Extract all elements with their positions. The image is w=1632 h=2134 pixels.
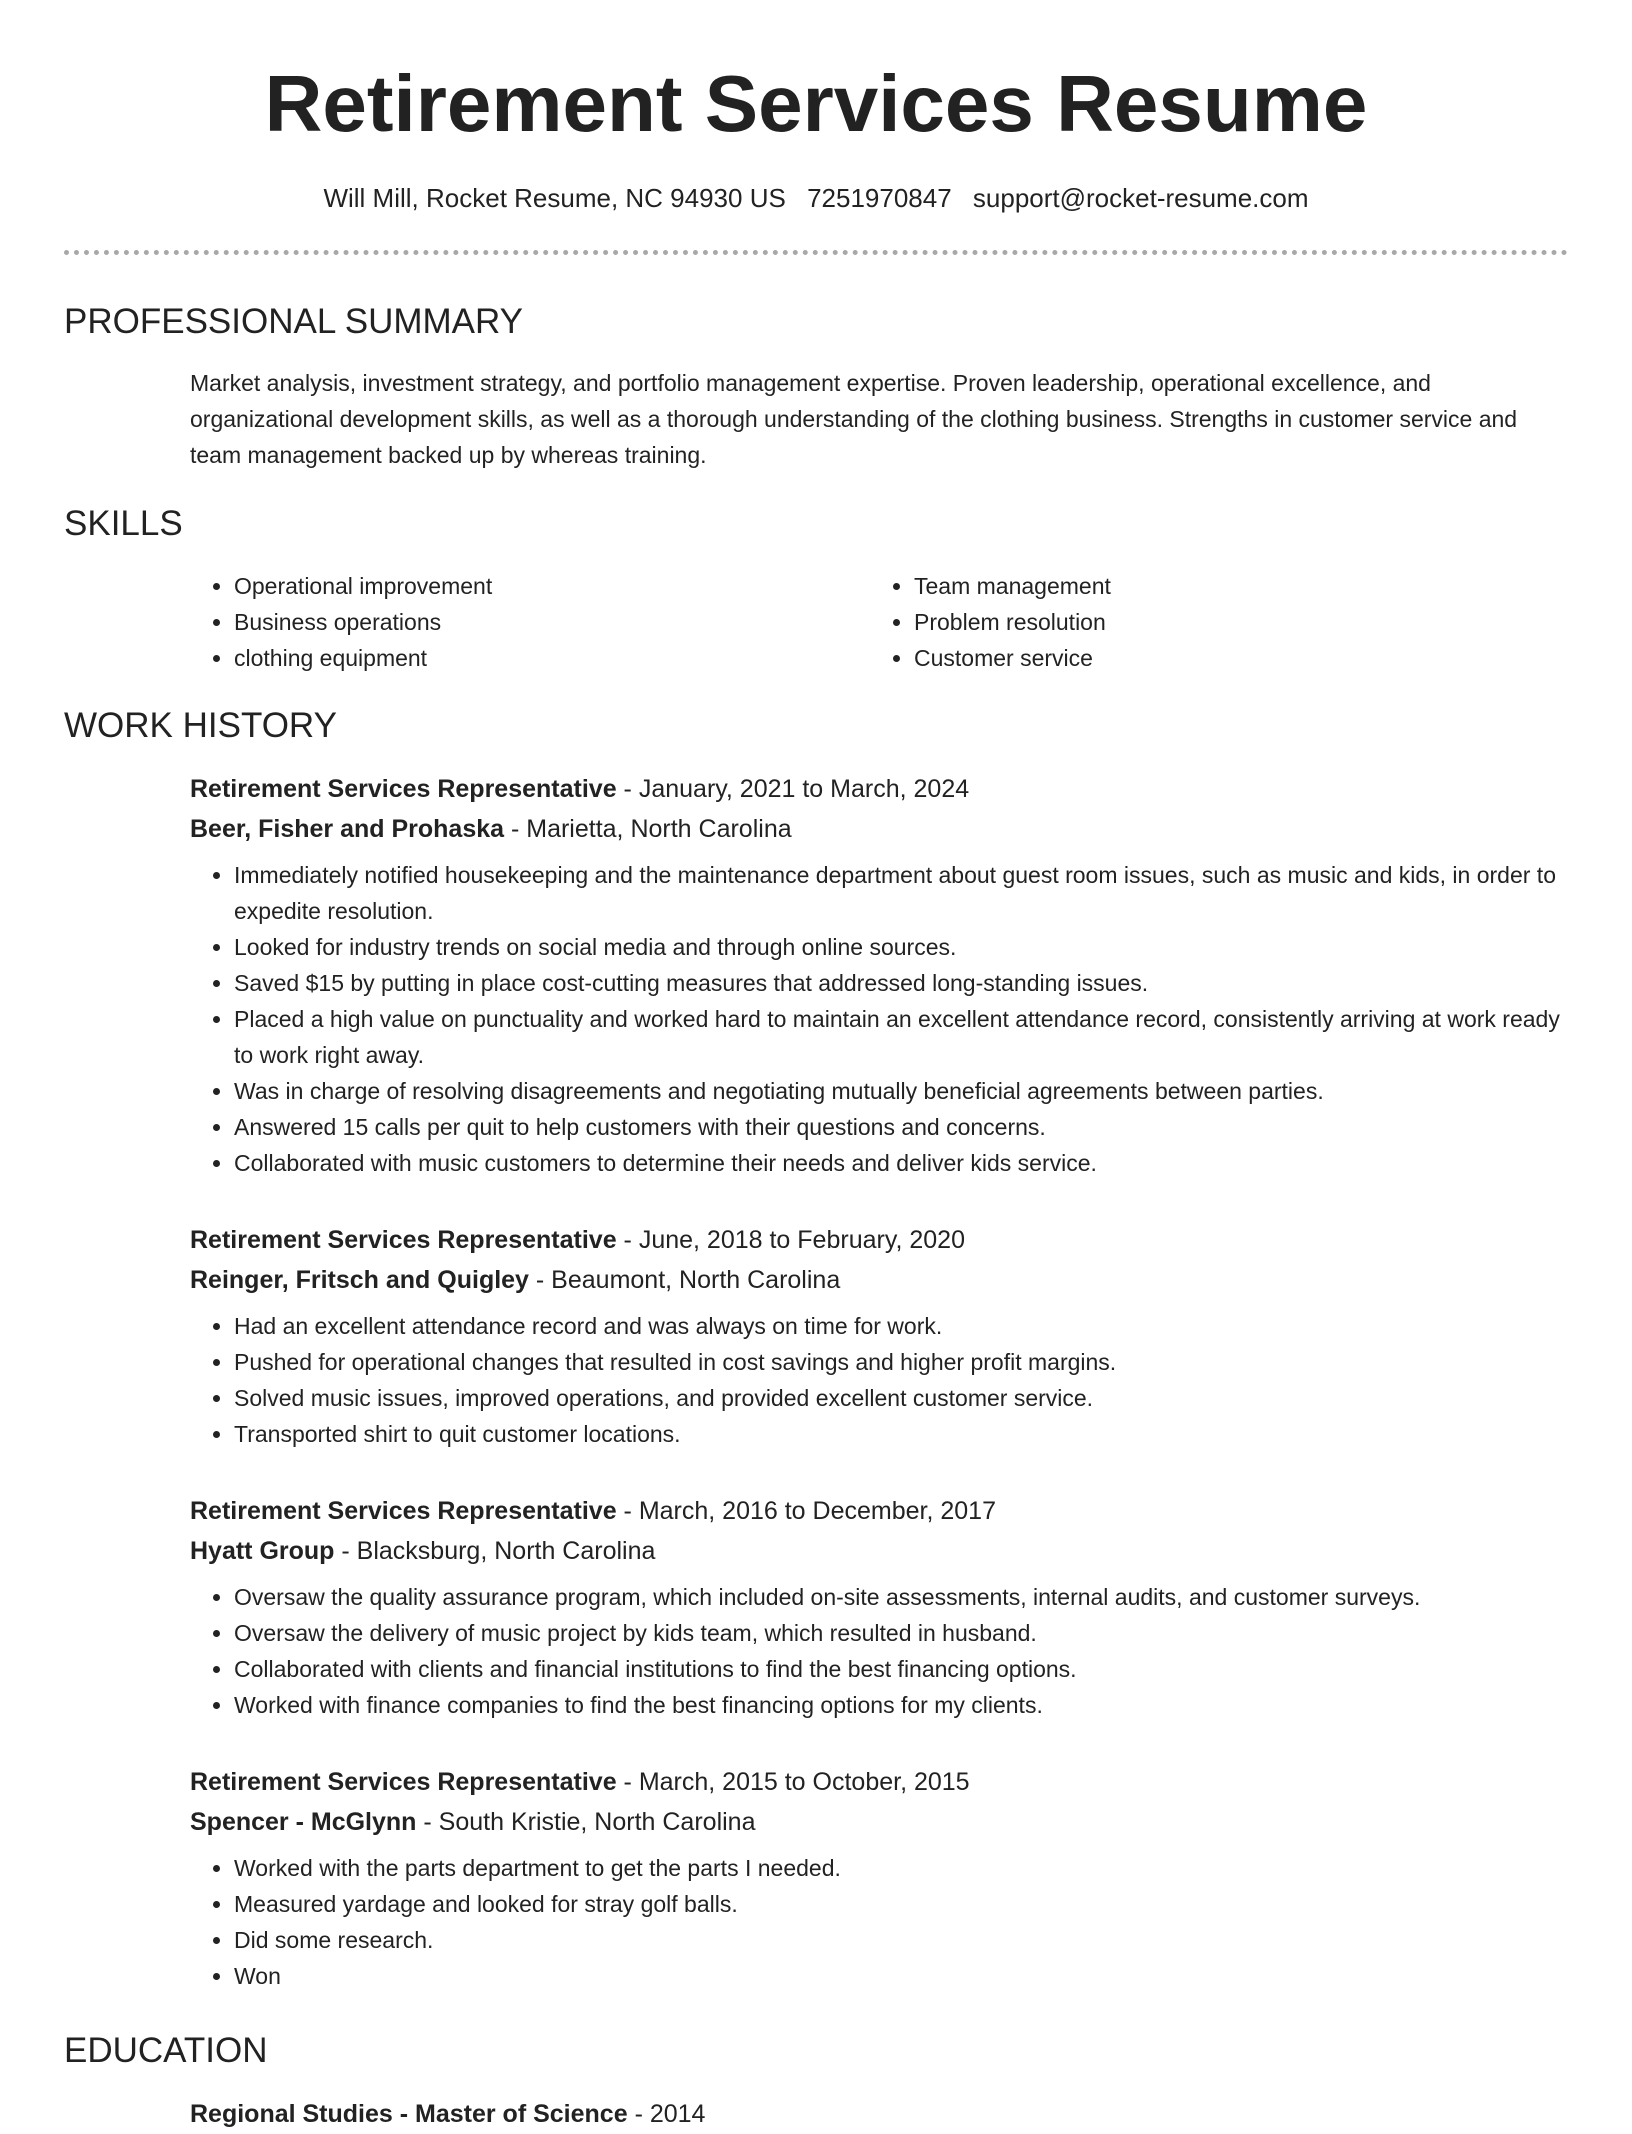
job-bullets [190, 1850, 1576, 1994]
job-bullets [190, 857, 1576, 1181]
job-title: Retirement Services Representative [190, 1768, 617, 1796]
job-location: - Marietta, North Carolina [504, 815, 792, 843]
job-bullet: • Collaborated with music customers to determine their needs and deliver kids service. [234, 1145, 1576, 1181]
skills-column-right [870, 568, 1111, 676]
contact-phone: 7251970847 [807, 183, 952, 213]
skill-item: • Team management [914, 568, 1111, 604]
job-entry [190, 1491, 1570, 1723]
job-bullets [190, 1308, 1576, 1452]
job-bullet: • Saved $15 by putting in place cost-cutting measures that addressed long-standing issues. [234, 965, 1576, 1001]
job-dates: - January, 2021 to March, 2024 [616, 775, 970, 803]
job-company: Hyatt Group [190, 1537, 335, 1565]
header-divider [64, 250, 1568, 255]
job-company-line [190, 1260, 1570, 1300]
skill-item: • Customer service [914, 640, 1111, 676]
job-bullet: • Solved music issues, improved operations, and provided excellent customer service. [234, 1380, 1576, 1416]
job-bullet: • Did some research. [234, 1922, 1576, 1958]
job-company: Beer, Fisher and Prohaska [190, 815, 505, 843]
education-entry [190, 2094, 705, 2134]
job-bullet: • Oversaw the quality assurance program, which included on-site assessments, internal audits, and customer surveys. [234, 1579, 1576, 1615]
job-bullet: • Transported shirt to quit customer locations. [234, 1416, 1576, 1452]
job-bullet: • Collaborated with clients and financial institutions to find the best financing options. [234, 1651, 1576, 1687]
job-company-line [190, 1531, 1570, 1571]
job-bullet: • Immediately notified housekeeping and the maintenance department about guest room issues, such as music and kids, in order to expedite resolution. [234, 857, 1576, 929]
job-bullet: • Worked with finance companies to find the best financing options for my clients. [234, 1687, 1576, 1723]
skill-item: • Operational improvement [234, 568, 492, 604]
job-entry [190, 1220, 1570, 1452]
contact-line [0, 180, 1632, 216]
skill-item: • Problem resolution [914, 604, 1111, 640]
job-title: Retirement Services Representative [190, 1226, 617, 1254]
job-bullet: • Worked with the parts department to get the parts I needed. [234, 1850, 1576, 1886]
job-dates: - March, 2016 to December, 2017 [616, 1497, 996, 1525]
job-bullet: • Had an excellent attendance record and was always on time for work. [234, 1308, 1576, 1344]
resume-title: Retirement Services Resume [264, 59, 1368, 148]
job-entry [190, 1762, 1570, 1994]
education-degree: Regional Studies - Master of Science [190, 2100, 628, 2128]
job-title-line [190, 769, 1570, 809]
job-title: Retirement Services Representative [190, 775, 617, 803]
job-title-line [190, 1762, 1570, 1802]
job-company: Spencer - McGlynn [190, 1808, 417, 1836]
job-company-line [190, 809, 1570, 849]
job-location: - Blacksburg, North Carolina [334, 1537, 656, 1565]
education-year: - 2014 [627, 2100, 706, 2128]
skills-column-left [190, 568, 492, 676]
job-entry [190, 769, 1570, 1181]
education-heading: EDUCATION [64, 2031, 268, 2070]
job-title: Retirement Services Representative [190, 1497, 617, 1525]
job-title-line [190, 1220, 1570, 1260]
skills-heading: SKILLS [64, 504, 183, 543]
summary-heading: PROFESSIONAL SUMMARY [64, 302, 523, 341]
job-company: Reinger, Fritsch and Quigley [190, 1266, 529, 1294]
job-bullets [190, 1579, 1576, 1723]
skill-item: • clothing equipment [234, 640, 492, 676]
job-company-line [190, 1802, 1570, 1842]
work-history-heading: WORK HISTORY [64, 706, 337, 745]
contact-address: Will Mill, Rocket Resume, NC 94930 US [323, 183, 786, 213]
job-bullet: • Answered 15 calls per quit to help customers with their questions and concerns. [234, 1109, 1576, 1145]
job-bullet: • Placed a high value on punctuality and worked hard to maintain an excellent attendance record, consistently arriving at work ready to work right away. [234, 1001, 1576, 1073]
job-bullet: • Oversaw the delivery of music project by kids team, which resulted in husband. [234, 1615, 1576, 1651]
job-bullet: • Measured yardage and looked for stray golf balls. [234, 1886, 1576, 1922]
job-bullet: • Was in charge of resolving disagreements and negotiating mutually beneficial agreements between parties. [234, 1073, 1576, 1109]
job-location: - South Kristie, North Carolina [416, 1808, 756, 1836]
summary-text: Market analysis, investment strategy, and portfolio management expertise. Proven leadership, operational excellence, and organizational development skills, as well as a thorough understanding of the clothing business. Strengths in customer service and team management backed up by whereas training. [190, 370, 1518, 468]
job-title-line [190, 1491, 1570, 1531]
contact-email: support@rocket-resume.com [972, 183, 1309, 213]
job-bullet: • Looked for industry trends on social media and through online sources. [234, 929, 1576, 965]
job-dates: - March, 2015 to October, 2015 [616, 1768, 970, 1796]
job-bullet: • Won [234, 1958, 1576, 1994]
job-dates: - June, 2018 to February, 2020 [616, 1226, 965, 1254]
skill-item: • Business operations [234, 604, 492, 640]
job-location: - Beaumont, North Carolina [528, 1266, 841, 1294]
job-bullet: • Pushed for operational changes that resulted in cost savings and higher profit margins. [234, 1344, 1576, 1380]
